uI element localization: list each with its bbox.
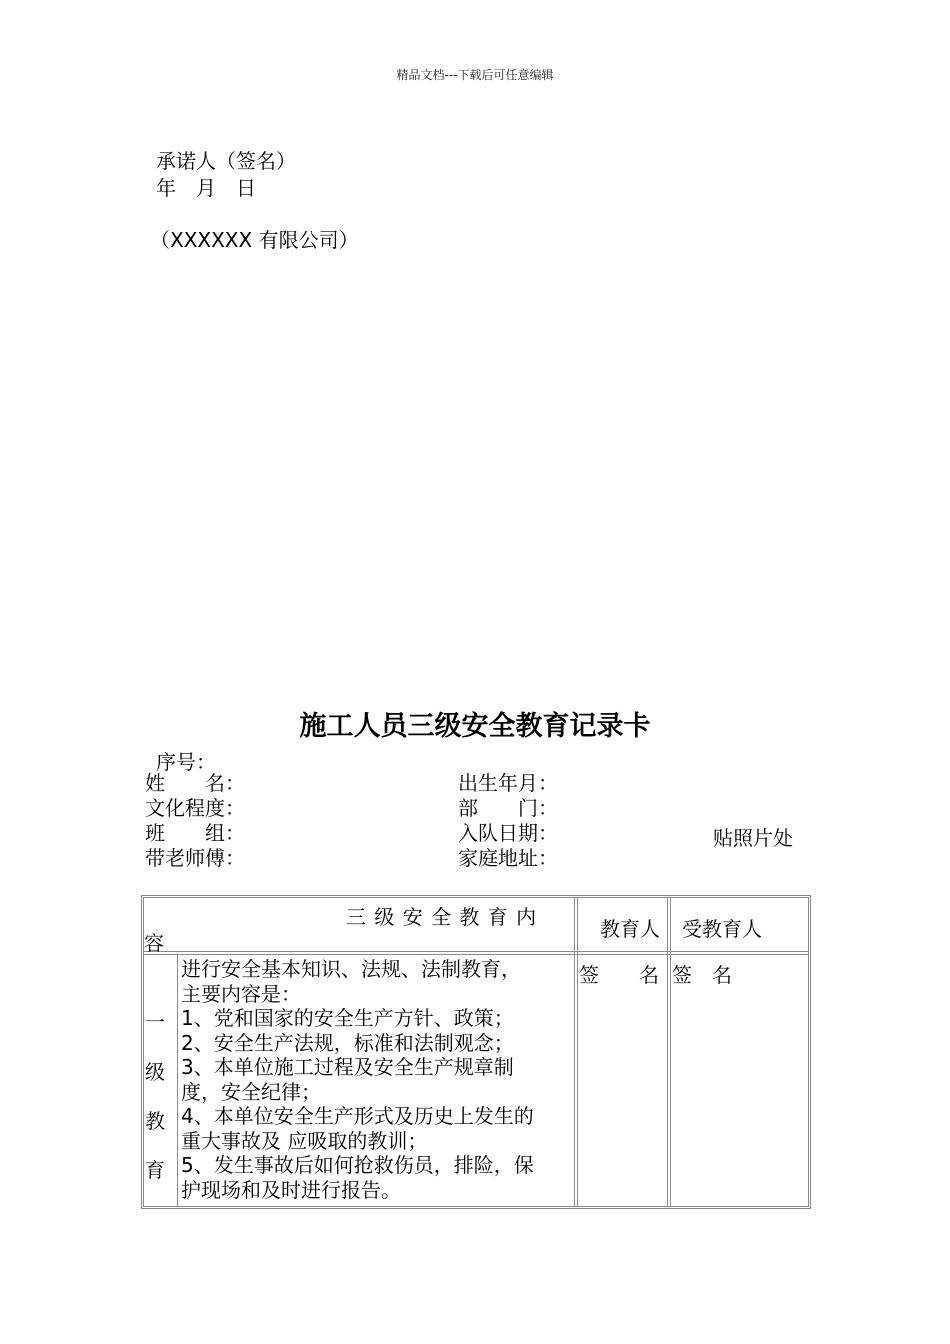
field-join-date: 入队日期：	[458, 821, 558, 845]
content-line: 5、发生事故后如何抢救伤员，排险，保	[181, 1153, 534, 1177]
pledge-block	[156, 148, 296, 202]
educator-sign-label: 签 名	[579, 963, 659, 987]
field-education: 文化程度：	[145, 796, 245, 820]
content-line: 护现场和及时进行报告。	[181, 1177, 401, 1202]
col-divider-educator	[667, 898, 668, 1206]
content-line: 重大事故及 应吸取的教训；	[181, 1128, 428, 1153]
content-line: 2、安全生产法规，标准和法制观念；	[181, 1030, 514, 1055]
table-header-divider	[144, 951, 808, 952]
level-char-4: 育	[145, 1158, 165, 1182]
level-char-1: 一	[145, 1010, 165, 1034]
header-content-label: 三 级 安 全 教 育 内	[346, 905, 537, 929]
content-line: 度，安全纪律；	[181, 1079, 321, 1104]
field-team: 班 组：	[145, 821, 245, 845]
header-educator: 教育人	[600, 917, 660, 941]
header-content-label-wrap: 容	[144, 931, 164, 955]
field-address: 家庭地址：	[458, 846, 558, 870]
date-label: 年 月 日	[156, 176, 256, 200]
education-content	[181, 957, 573, 1202]
content-line: 进行安全基本知识、法规、法制教育，	[181, 957, 521, 981]
col-divider-content	[574, 898, 575, 1206]
table-header-divider-inner	[144, 954, 808, 955]
level-char-3: 教	[145, 1109, 165, 1133]
col-divider-content-inner	[577, 898, 578, 1206]
serial-label: 序号：	[156, 750, 216, 774]
signer-label: 承诺人（签名）	[156, 149, 296, 173]
header-educatee: 受教育人	[682, 917, 762, 941]
photo-placeholder: 贴照片处	[713, 826, 793, 850]
card-title: 施工人员三级安全教育记录卡	[299, 711, 651, 742]
company-name: （XXXXXX 有限公司）	[150, 228, 359, 252]
content-line: 3、本单位施工过程及安全生产规章制	[181, 1055, 514, 1079]
educatee-sign-label: 签 名	[672, 963, 732, 987]
content-line: 1、党和国家的安全生产方针、政策；	[181, 1006, 514, 1030]
col-divider-educator-inner	[670, 898, 671, 1206]
level-char-2: 级	[145, 1060, 165, 1084]
content-line: 主要内容是：	[181, 981, 301, 1006]
field-birth: 出生年月：	[458, 771, 558, 795]
content-line: 4、本单位安全生产形式及历史上发生的	[181, 1104, 534, 1128]
field-department: 部 门：	[458, 796, 558, 820]
header-note: 精品文档---下载后可任意编辑	[396, 68, 554, 82]
info-fields-left	[145, 771, 245, 871]
info-fields-right	[458, 771, 558, 871]
field-mentor: 带老师傅：	[145, 846, 245, 870]
col-divider-level	[177, 954, 178, 1206]
field-name: 姓 名：	[145, 771, 245, 795]
